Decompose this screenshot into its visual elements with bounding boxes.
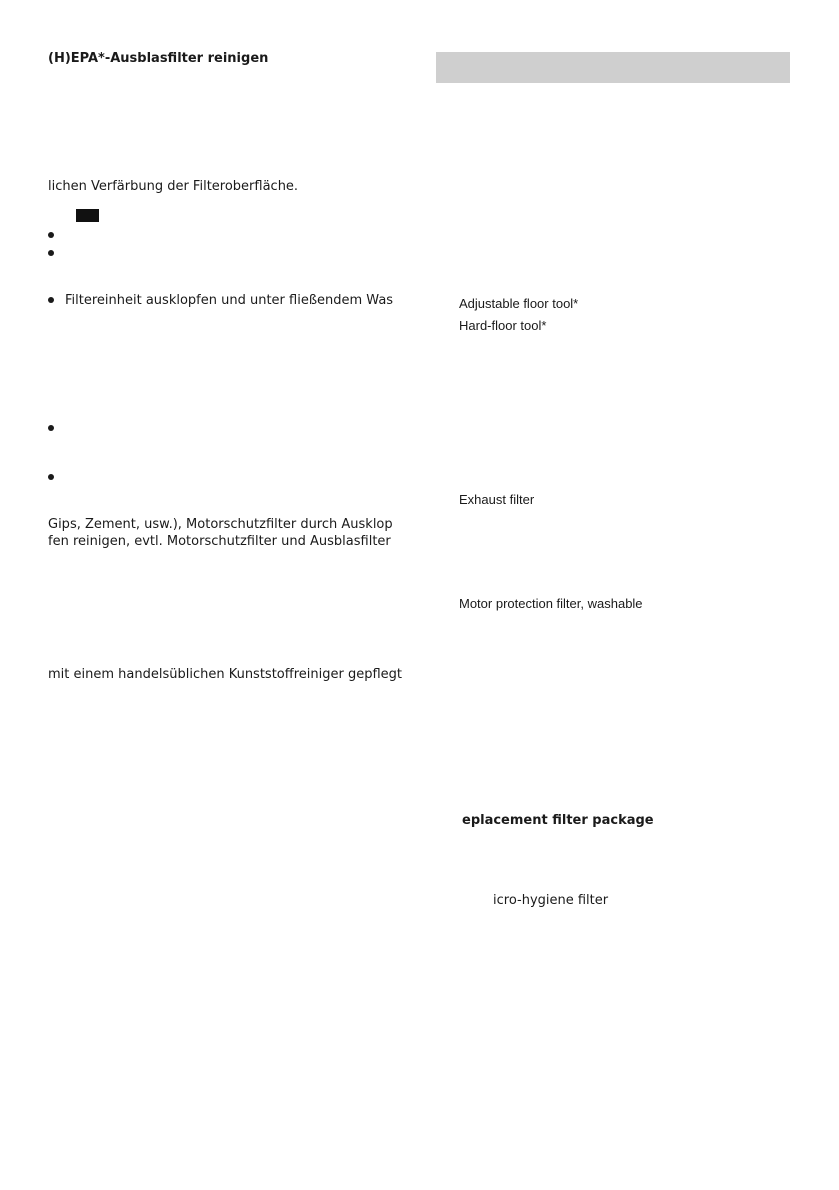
bullet-dot — [48, 232, 54, 238]
body-line-discoloration: lichen Verfärbung der Filteroberfläche. — [48, 179, 299, 194]
bullet-text-filtereinheit: Filtereinheit ausklopfen und unter fließendem Was — [65, 293, 394, 308]
header-bar — [436, 52, 790, 83]
accessory-micro-hygiene-filter: icro-hygiene filter — [493, 893, 609, 908]
accessory-motor-protection-filter: Motor protection filter, washable — [459, 596, 643, 611]
section-heading: (H)EPA*-Ausblasfilter reinigen — [48, 51, 269, 66]
body-line-fen: fen reinigen, evtl. Motorschutzfilter und Ausblasfilter — [48, 534, 391, 549]
bullet-dot — [48, 250, 54, 256]
bullet-dot — [48, 474, 54, 480]
black-marker-box — [76, 209, 99, 222]
body-line-gips: Gips, Zement, usw.), Motorschutzfilter durch Ausklop — [48, 517, 393, 532]
accessory-adjustable-floor-tool: Adjustable floor tool* — [459, 296, 579, 311]
replacement-filter-package-heading: eplacement filter package — [462, 813, 654, 828]
bullet-dot — [48, 297, 54, 303]
body-line-kunststoff: mit einem handelsüblichen Kunststoffreiniger gepflegt — [48, 667, 402, 682]
accessory-hard-floor-tool: Hard-floor tool* — [459, 318, 547, 333]
bullet-dot — [48, 425, 54, 431]
accessory-exhaust-filter: Exhaust filter — [459, 492, 535, 507]
